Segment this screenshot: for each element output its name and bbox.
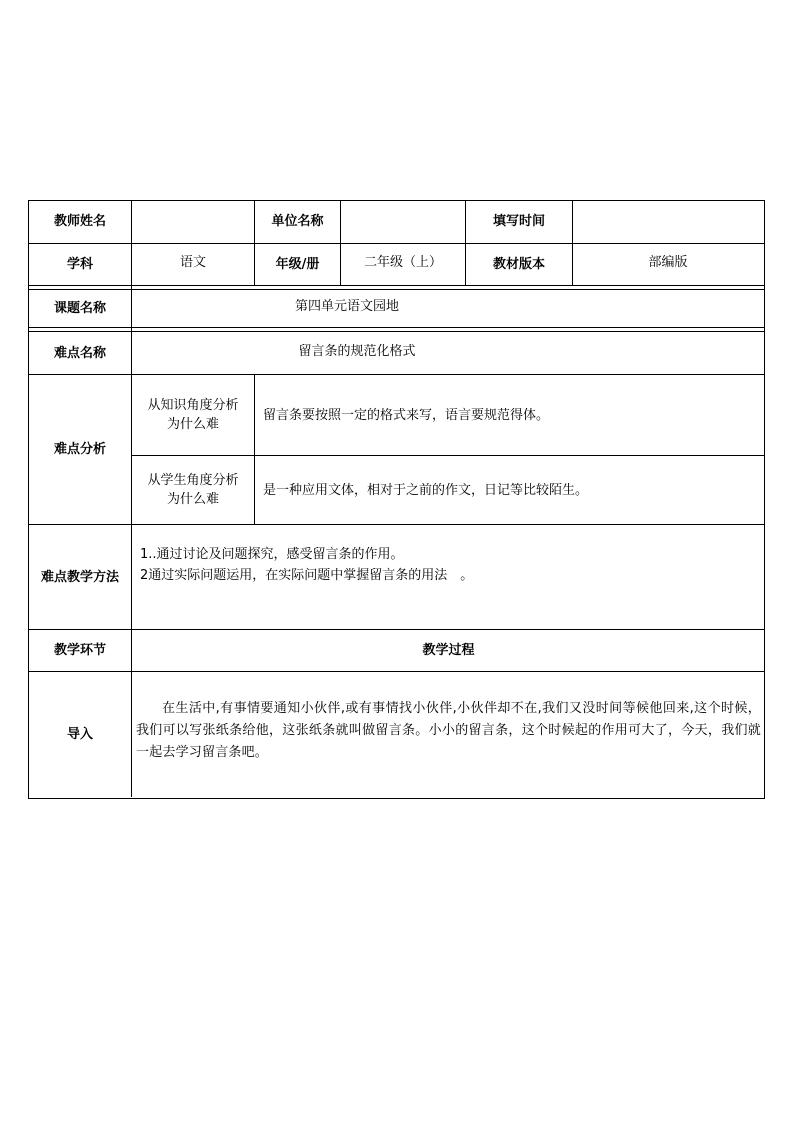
edition-label: 教材版本: [492, 257, 545, 272]
row-divider: [28, 327, 765, 328]
teaching-method-item: 1..通过讨论及问题探究，感受留言条的作用。: [140, 547, 404, 562]
teaching-method-item: 2通过实际问题运用，在实际问题中掌握留言条的用法 。: [140, 568, 474, 583]
teaching-process-label: 教学过程: [422, 643, 475, 658]
row-divider: [28, 671, 765, 672]
row-divider: [28, 524, 765, 525]
lesson-title-value: 第四单元语文园地: [294, 299, 399, 314]
teacher-name-label: 教师姓名: [53, 214, 106, 229]
row-divider: [28, 285, 765, 286]
unit-name-label: 单位名称: [271, 214, 324, 229]
edition-value: 部编版: [648, 255, 688, 270]
grade-value: 二年级（上）: [363, 255, 442, 270]
knowledge-angle-label: [132, 375, 254, 455]
student-angle-line2: 为什么难: [166, 492, 219, 507]
lesson-title-label: 课题名称: [53, 301, 106, 316]
student-angle-line1: 从学生角度分析: [147, 473, 239, 488]
student-angle-value: 是一种应用文体，相对于之前的作文，日记等比较陌生。: [263, 482, 589, 498]
teaching-method-list: [140, 544, 740, 586]
difficulty-analysis-label: 难点分析: [53, 442, 106, 457]
intro-stage-label: 导入: [66, 727, 93, 742]
subject-label: 学科: [66, 257, 93, 272]
knowledge-angle-line2: 为什么难: [166, 417, 219, 432]
knowledge-angle-value: 留言条要按照一定的格式来写，语言要规范得体。: [263, 407, 550, 423]
difficulty-name-label: 难点名称: [53, 345, 106, 361]
teaching-stage-label: 教学环节: [53, 643, 106, 658]
fill-time-label: 填写时间: [492, 214, 545, 229]
lesson-plan-table: [28, 200, 765, 800]
knowledge-angle-line1: 从知识角度分析: [147, 398, 239, 413]
teacher-name-value: [132, 200, 254, 243]
grade-label: 年级/册: [275, 257, 320, 272]
intro-paragraph: 在生活中,有事情要通知小伙伴,或有事情找小伙伴,小伙伴却不在,我们又没时间等候他回来,这个时候，我们可以写张纸条给他，这张纸条就叫做留言条。小小的留言条，这个时候起的作用可大了，今天，我们就一起去学习留言条吧。: [136, 701, 761, 760]
teaching-method-label: 难点教学方法: [40, 569, 119, 585]
subject-value: 语文: [179, 255, 206, 270]
fill-time-value: [573, 200, 763, 243]
unit-name-value: [341, 200, 465, 243]
difficulty-name-value: 留言条的规范化格式: [298, 343, 416, 359]
student-angle-label: [132, 456, 254, 524]
